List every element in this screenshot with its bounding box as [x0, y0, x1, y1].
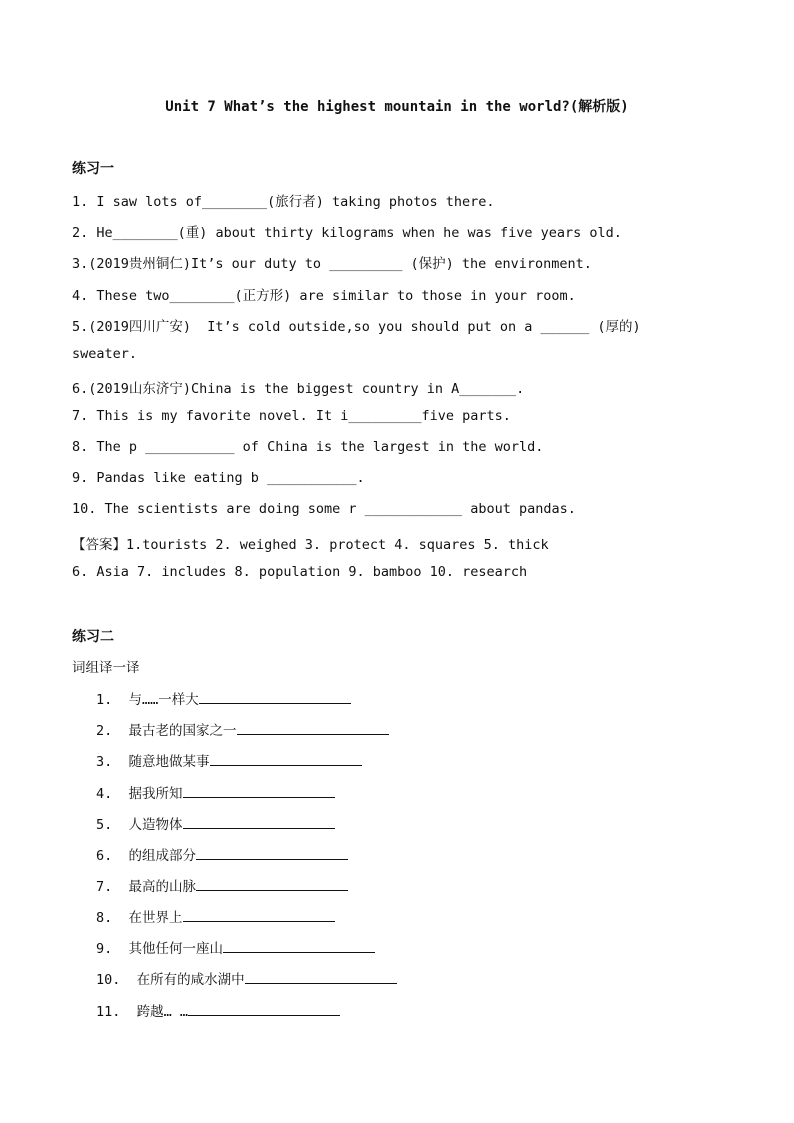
exercise-line-8: 8. The p ___________ of China is the largest in the world. — [72, 439, 544, 455]
phrase-item-5 — [96, 813, 335, 833]
exercise-line-9: 9. Pandas like eating b ___________. — [72, 470, 365, 486]
phrase-text: 5. 人造物体 — [96, 817, 183, 833]
answer-blank[interactable] — [196, 876, 348, 891]
phrase-text: 1. 与……一样大 — [96, 692, 199, 708]
phrase-text: 10. 在所有的咸水湖中 — [96, 972, 245, 988]
phrase-text: 2. 最古老的国家之一 — [96, 723, 237, 739]
exercise-line-5-cont: sweater. — [72, 346, 138, 362]
answer-line-2: 6. Asia 7. includes 8. population 9. bamboo 10. research — [72, 564, 528, 580]
phrase-text: 7. 最高的山脉 — [96, 879, 197, 895]
exercise-line-3: 3.(2019贵州铜仁)It’s our duty to _________ (保护) the environment. — [72, 256, 592, 272]
phrase-item-11 — [96, 1000, 340, 1020]
phrase-item-1 — [96, 688, 351, 708]
exercise-line-5: 5.(2019四川广安) It’s cold outside,so you should put on a ______ (厚的) — [72, 319, 641, 335]
section-2-heading: 练习二 — [72, 629, 114, 645]
phrase-text: 8. 在世界上 — [96, 910, 183, 926]
answer-blank[interactable] — [183, 907, 335, 922]
answer-blank[interactable] — [210, 751, 362, 766]
exercise-line-4: 4. These two________(正方形) are similar to those in your room. — [72, 288, 576, 304]
answer-blank[interactable] — [223, 938, 375, 953]
exercise-line-2: 2. He________(重) about thirty kilograms when he was five years old. — [72, 225, 622, 241]
answer-blank[interactable] — [188, 1001, 340, 1016]
phrase-text: 4. 据我所知 — [96, 786, 183, 802]
page-title: Unit 7 What’s the highest mountain in the world?(解析版) — [165, 99, 629, 115]
phrase-item-7 — [96, 875, 348, 895]
phrase-item-10 — [96, 968, 397, 988]
phrase-item-4 — [96, 782, 335, 802]
section-2-subheading: 词组译一译 — [72, 660, 140, 676]
answer-blank[interactable] — [183, 783, 335, 798]
phrase-text: 6. 的组成部分 — [96, 848, 197, 864]
answer-blank[interactable] — [183, 814, 335, 829]
phrase-item-6 — [96, 844, 348, 864]
section-1-heading: 练习一 — [72, 161, 114, 177]
phrase-item-9 — [96, 937, 375, 957]
exercise-line-7: 7. This is my favorite novel. It i_________five parts. — [72, 408, 511, 424]
answer-line-1: 【答案】1.tourists 2. weighed 3. protect 4. squares 5. thick — [72, 537, 549, 553]
answer-blank[interactable] — [196, 845, 348, 860]
answer-blank[interactable] — [245, 969, 397, 984]
exercise-line-10: 10. The scientists are doing some r ____________ about pandas. — [72, 501, 576, 517]
phrase-item-3 — [96, 750, 362, 770]
exercise-line-6: 6.(2019山东济宁)China is the biggest country in A_______. — [72, 381, 525, 397]
exercise-line-1: 1. I saw lots of________(旅行者) taking photos there. — [72, 194, 495, 210]
phrase-text: 3. 随意地做某事 — [96, 754, 210, 770]
answer-blank[interactable] — [199, 689, 351, 704]
phrase-item-2 — [96, 719, 389, 739]
answer-blank[interactable] — [237, 720, 389, 735]
phrase-item-8 — [96, 906, 335, 926]
phrase-text: 9. 其他任何一座山 — [96, 941, 224, 957]
phrase-text: 11. 跨越… … — [96, 1004, 189, 1020]
